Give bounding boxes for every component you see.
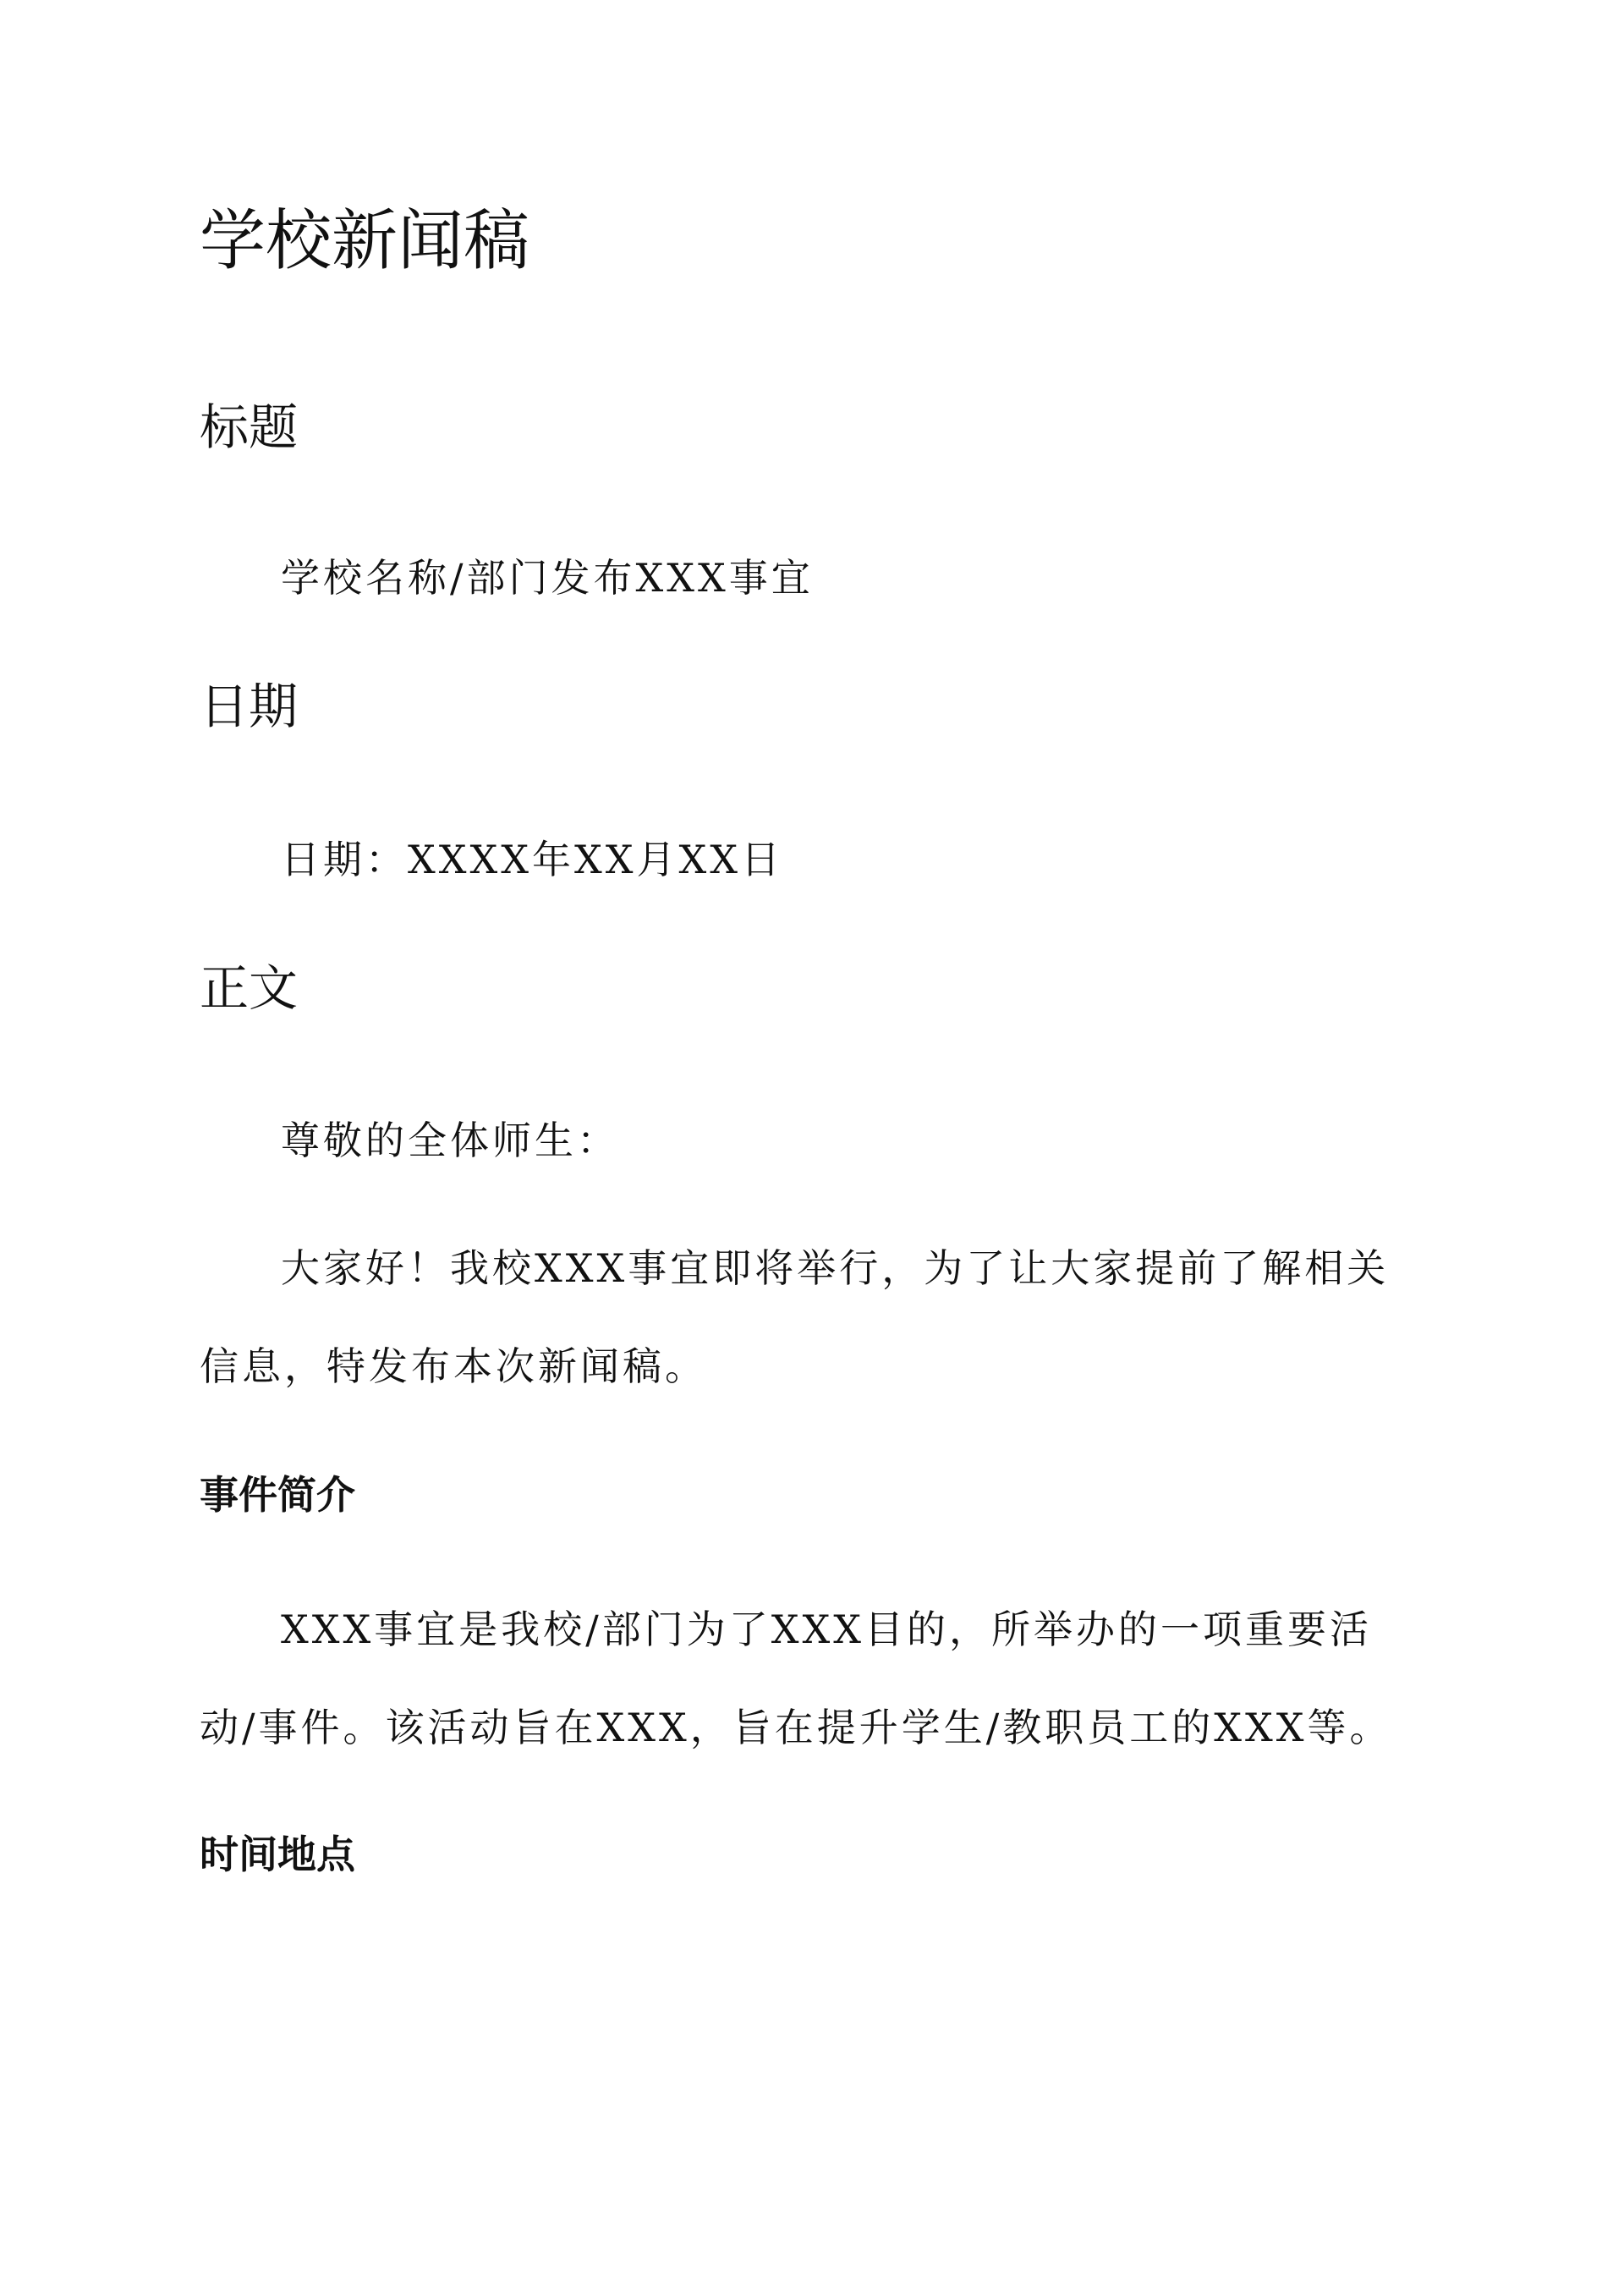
- date-text: 日期：XXXX年XX月XX日: [281, 837, 783, 882]
- document-title: 学校新闻稿: [200, 203, 530, 279]
- section-heading-event-summary: 事件简介: [200, 1472, 355, 1518]
- event-summary-paragraph: XXX事宜是我校/部门为了XXX目的，所举办的一项重要活动/事件。该活动旨在XXX，旨在提升学生/教职员工的XXX等。: [200, 1607, 1392, 1750]
- body-intro-paragraph: 大家好！我校XXX事宜即将举行，为了让大家提前了解相关信息，特发布本次新闻稿。: [200, 1245, 1390, 1389]
- title-text: 学校名称/部门发布XXX事宜: [281, 555, 814, 601]
- section-heading-date: 日期: [200, 678, 299, 735]
- section-heading-title: 标题: [200, 398, 299, 456]
- section-heading-body: 正文: [200, 959, 299, 1017]
- section-heading-time-place: 时间地点: [200, 1832, 355, 1877]
- body-salutation: 尊敬的全体师生：: [281, 1118, 619, 1163]
